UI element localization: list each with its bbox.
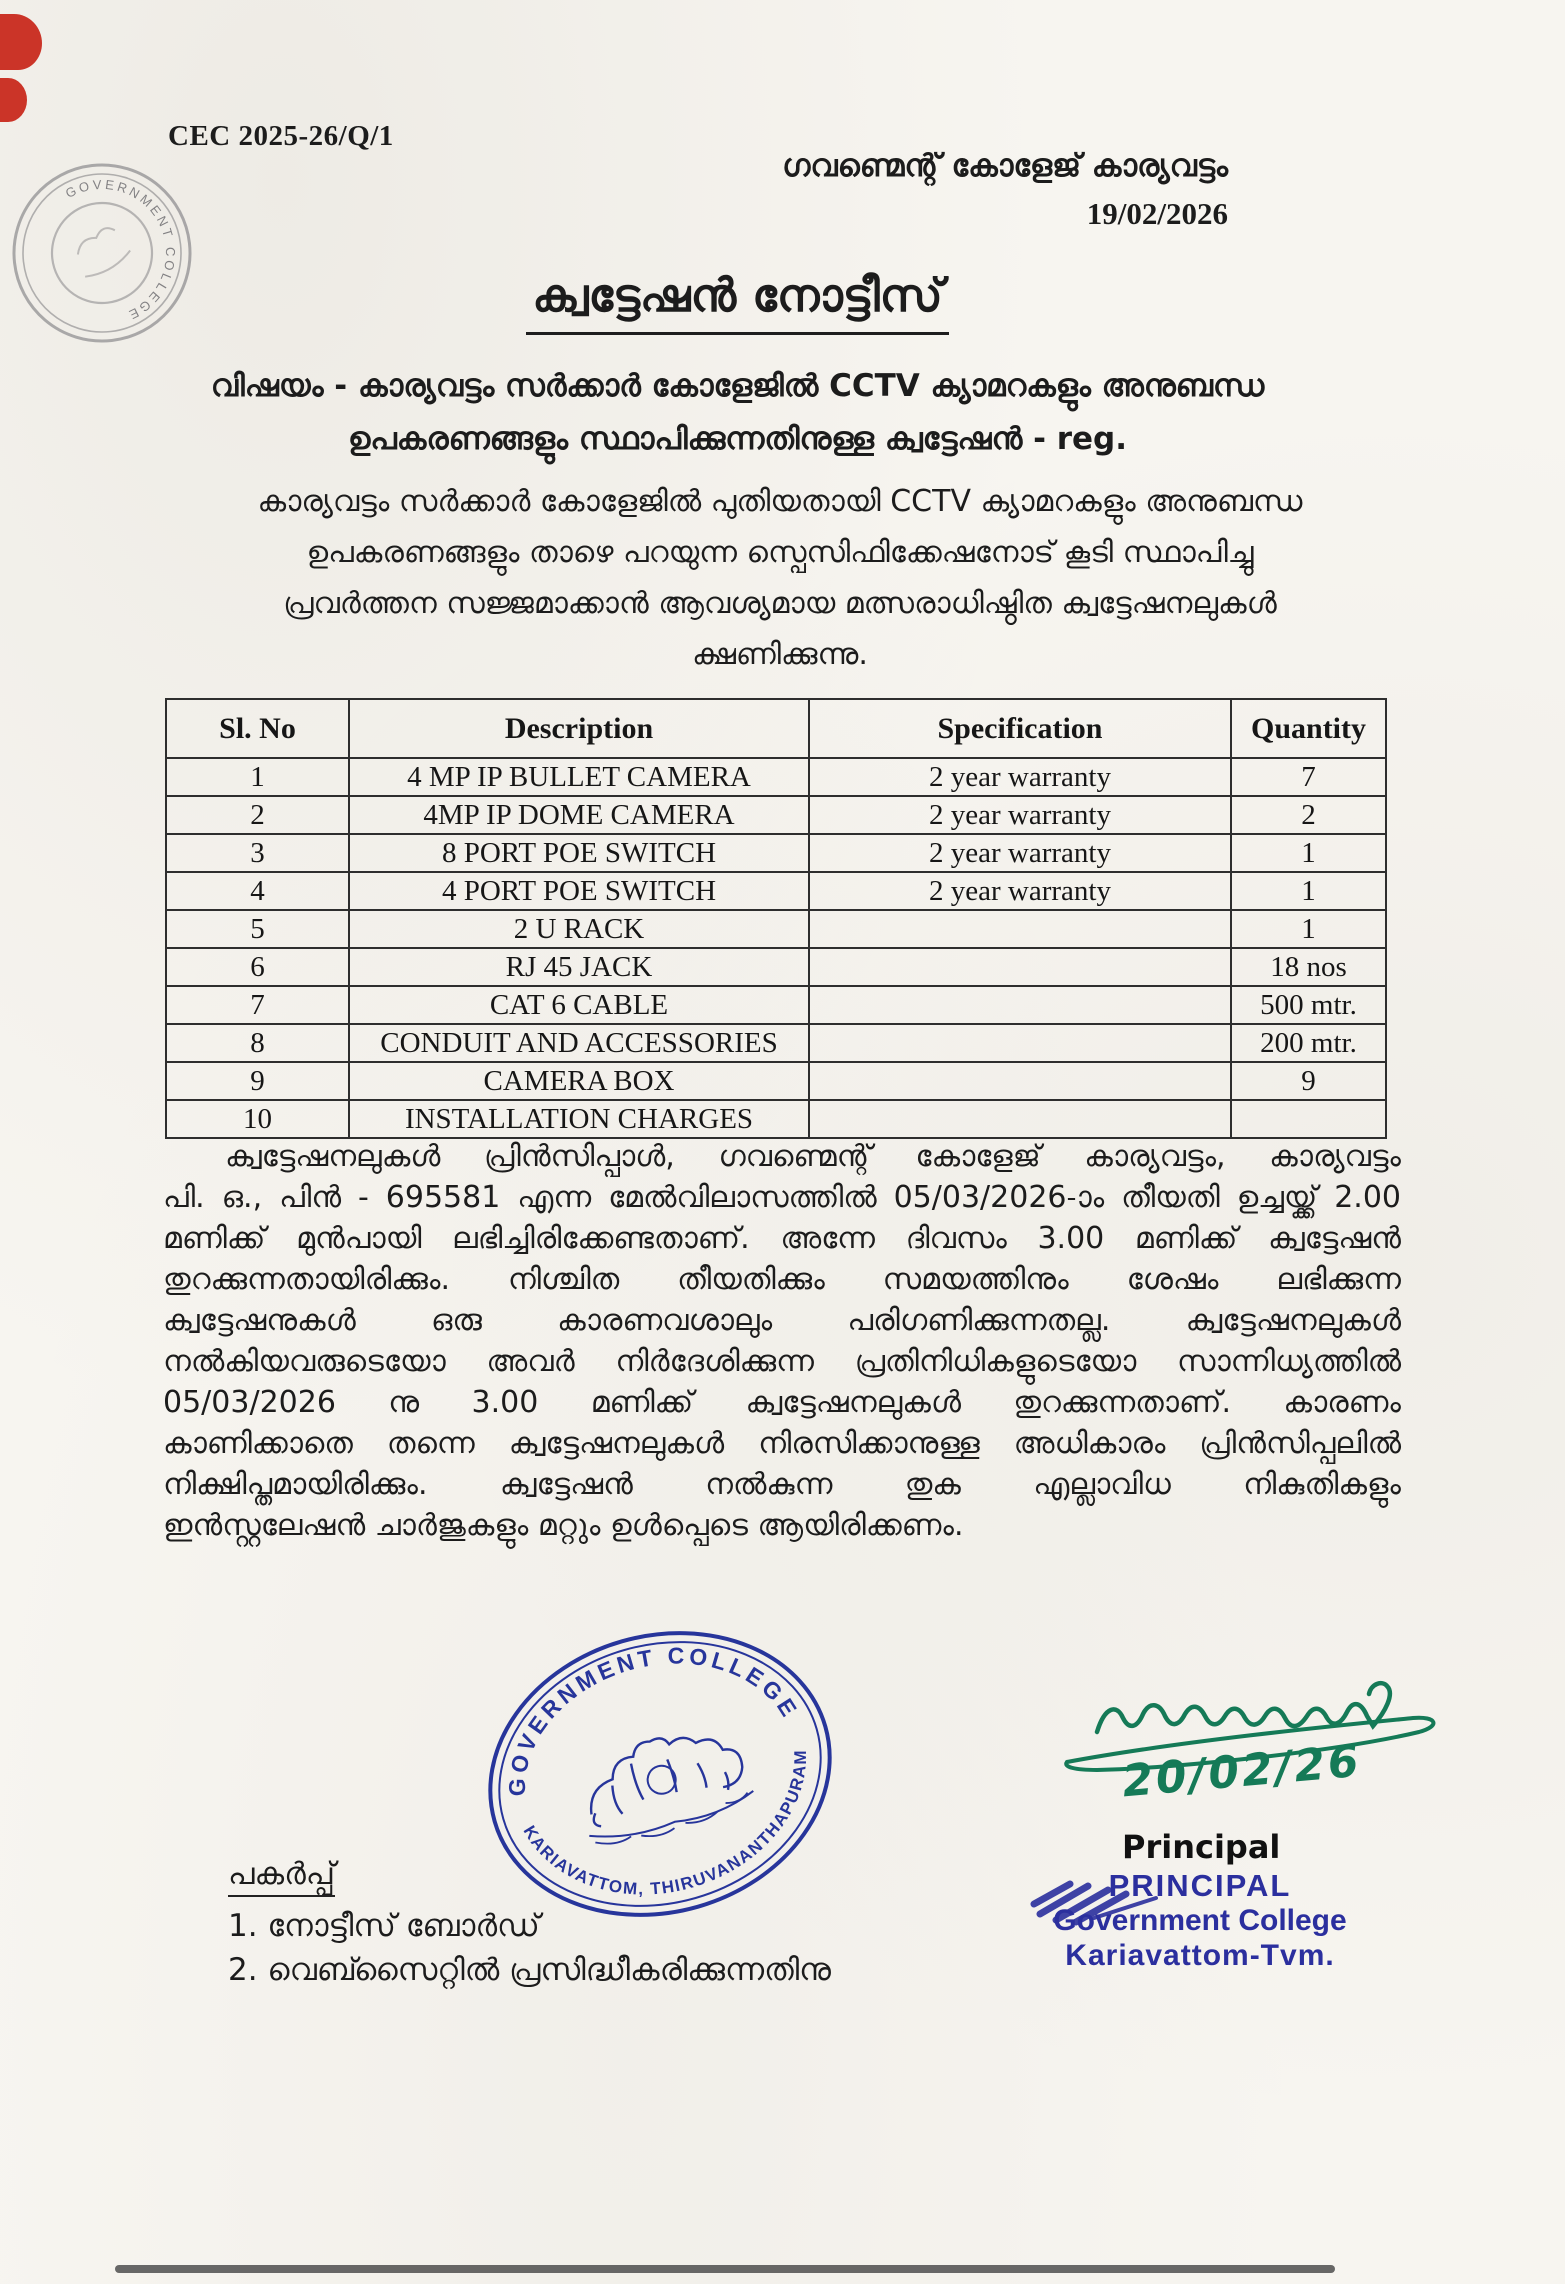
stamp-line-1: PRINCIPAL [1108,1868,1292,1903]
notice-date: 19/02/2026 [1086,196,1228,231]
header-sl-no: Sl. No [166,699,349,758]
cell-qty: 2 [1231,796,1386,834]
stamp-line-2: Government College [1053,1904,1347,1937]
principal-office-stamp [1040,1868,1360,1973]
cell-qty: 7 [1231,758,1386,796]
cell-sl: 8 [166,1024,349,1062]
cell-spec [809,986,1231,1024]
cell-spec: 2 year warranty [809,834,1231,872]
cell-qty: 9 [1231,1062,1386,1100]
terms-line: നിക്ഷിപ്തമായിരിക്കും. ക്വട്ടേഷൻ നൽകുന്ന തുക എല്ലാവിധ നികുതികളും [163,1467,1401,1502]
cell-desc: 4 MP IP BULLET CAMERA [349,758,809,796]
cell-qty: 1 [1231,910,1386,948]
cell-sl: 5 [166,910,349,948]
table-row [166,986,1386,1024]
intro-line: പ്രവർത്തന സജ്ജമാക്കാൻ ആവശ്യമായ മത്സരാധിഷ്ഠിത ക്വട്ടേഷനലുകൾ [283,586,1277,621]
cell-spec: 2 year warranty [809,796,1231,834]
terms-line: കാണിക്കാതെ തന്നെ ക്വട്ടേഷനലുകൾ നിരസിക്കാനുള്ള അധികാരം പ്രിൻസിപ്പലിൽ [163,1426,1401,1461]
header-specification: Specification [809,699,1231,758]
reference-number: CEC 2025-26/Q/1 [168,120,394,152]
page-title: ക്വട്ടേഷൻ നോട്ടീസ് [165,268,1310,335]
signature-date: 20/02/26 [1120,1735,1364,1808]
cell-qty [1231,1100,1386,1138]
cell-desc: 8 PORT POE SWITCH [349,834,809,872]
cell-spec [809,948,1231,986]
red-scan-mark-top [0,14,42,70]
terms-line: ഇൻസ്റ്റലേഷൻ ചാർജുകളും മറ്റും ഉൾപ്പെടെ ആയിരിക്കണം. [163,1508,964,1543]
header-org-block [782,146,1228,234]
scan-edge-strip [115,2265,1335,2273]
table-row [166,910,1386,948]
copy-item-1: 1. നോട്ടീസ് ബോർഡ് [228,1908,540,1944]
cell-sl: 7 [166,986,349,1024]
terms-line: പി. ഒ., പിൻ - 695581 എന്ന മേൽവിലാസത്തിൽ 05/03/2026-ാം തീയതി ഉച്ചയ്ക്ക് 2.00 [163,1180,1401,1215]
subject-line-1: വിഷയം - കാര്യവട്ടം സർക്കാർ കോളേജിൽ CCTV ക്യാമറകളും അനുബന്ധ [210,368,1265,404]
cell-sl: 10 [166,1100,349,1138]
cell-desc: INSTALLATION CHARGES [349,1100,809,1138]
table-row [166,1024,1386,1062]
table-row [166,796,1386,834]
seal-text-bottom: KARIAVATTOM, THIRUVANANTHAPURAM [519,1748,811,1899]
cell-qty: 18 nos [1231,948,1386,986]
terms-line: 05/03/2026 നു 3.00 മണിക്ക് ക്വട്ടേഷനലുകൾ തുറക്കുന്നതാണ്. കാരണം [163,1385,1401,1420]
copy-item-2: 2. വെബ്സൈറ്റിൽ പ്രസിദ്ധീകരിക്കുന്നതിനു [228,1952,832,1988]
cell-qty: 1 [1231,834,1386,872]
cell-desc: CAT 6 CABLE [349,986,809,1024]
seal-text-top: GOVERNMENT COLLEGE [503,1642,805,1797]
terms-line: ക്വട്ടേഷനലുകൾ പ്രിൻസിപ്പാൾ, ഗവണ്മെന്റ് കോളേജ് കാര്യവട്ടം, കാര്യവട്ടം [225,1139,1401,1174]
terms-line: മണിക്ക് മുൻപായി ലഭിച്ചിരിക്കേണ്ടതാണ്. അന്നേ ദിവസം 3.00 മണിക്ക് ക്വട്ടേഷൻ [163,1221,1401,1256]
intro-line: ക്ഷണിക്കുന്നു. [692,637,868,672]
copy-to-block [228,1852,831,1992]
terms-line: നൽകിയവരുടെയോ അവർ നിർദേശിക്കുന്ന പ്രതിനിധികളുടെയോ സാന്നിധ്യത്തിൽ [163,1344,1401,1379]
cell-desc: 2 U RACK [349,910,809,948]
cell-sl: 6 [166,948,349,986]
table-row [166,1062,1386,1100]
intro-line: കാര്യവട്ടം സർക്കാർ കോളേജിൽ പുതിയതായി CCTV ക്യാമറകളും അനുബന്ധ [257,484,1303,519]
intro-paragraph [165,476,1395,680]
terms-line: തുറക്കുന്നതായിരിക്കും. നിശ്ചിത തീയതിക്കും സമയത്തിനും ശേഷം ലഭിക്കുന്ന [163,1262,1401,1297]
intro-line: ഉപകരണങ്ങളും താഴെ പറയുന്ന സ്പെസിഫിക്കേഷനോട് കൂടി സ്ഥാപിച്ചു [306,535,1254,570]
cell-sl: 4 [166,872,349,910]
cell-spec [809,1062,1231,1100]
cell-spec [809,1024,1231,1062]
table-header-row [166,699,1386,758]
table-row [166,1100,1386,1138]
subject-block [165,360,1310,466]
cell-sl: 3 [166,834,349,872]
cell-spec: 2 year warranty [809,758,1231,796]
red-scan-mark-lower [0,78,27,122]
cell-spec [809,910,1231,948]
designation-label: Principal [1122,1828,1281,1866]
stamp-line-3: Kariavattom-Tvm. [1065,1939,1335,1972]
header-quantity: Quantity [1231,699,1386,758]
cell-sl: 2 [166,796,349,834]
cell-qty: 500 mtr. [1231,986,1386,1024]
cell-desc: RJ 45 JACK [349,948,809,986]
seal-elephants-emblem [569,1717,758,1854]
cell-desc: 4 PORT POE SWITCH [349,872,809,910]
table-row [166,834,1386,872]
items-table [165,698,1387,1139]
cell-desc: CONDUIT AND ACCESSORIES [349,1024,809,1062]
copy-heading: പകർപ്പ് [228,1852,831,1896]
org-name: ഗവണ്മെന്റ് കോളേജ് കാര്യവട്ടം [782,148,1228,184]
cell-qty: 200 mtr. [1231,1024,1386,1062]
cell-sl: 1 [166,758,349,796]
cell-spec [809,1100,1231,1138]
cell-desc: CAMERA BOX [349,1062,809,1100]
table-row [166,872,1386,910]
corner-stamp-text: GOVERNMENT COLLEGE [63,176,179,324]
cell-qty: 1 [1231,872,1386,910]
cell-sl: 9 [166,1062,349,1100]
table-row [166,758,1386,796]
table-row [166,948,1386,986]
terms-paragraph [163,1136,1401,1546]
subject-line-2: ഉപകരണങ്ങളും സ്ഥാപിക്കുന്നതിനുള്ള ക്വട്ടേഷൻ - reg. [347,421,1128,457]
cell-spec: 2 year warranty [809,872,1231,910]
header-description: Description [349,699,809,758]
terms-line: ക്വട്ടേഷനുകൾ ഒരു കാരണവശാലും പരിഗണിക്കുന്നതല്ല. ക്വട്ടേഷനലുകൾ [163,1303,1401,1338]
cell-desc: 4MP IP DOME CAMERA [349,796,809,834]
